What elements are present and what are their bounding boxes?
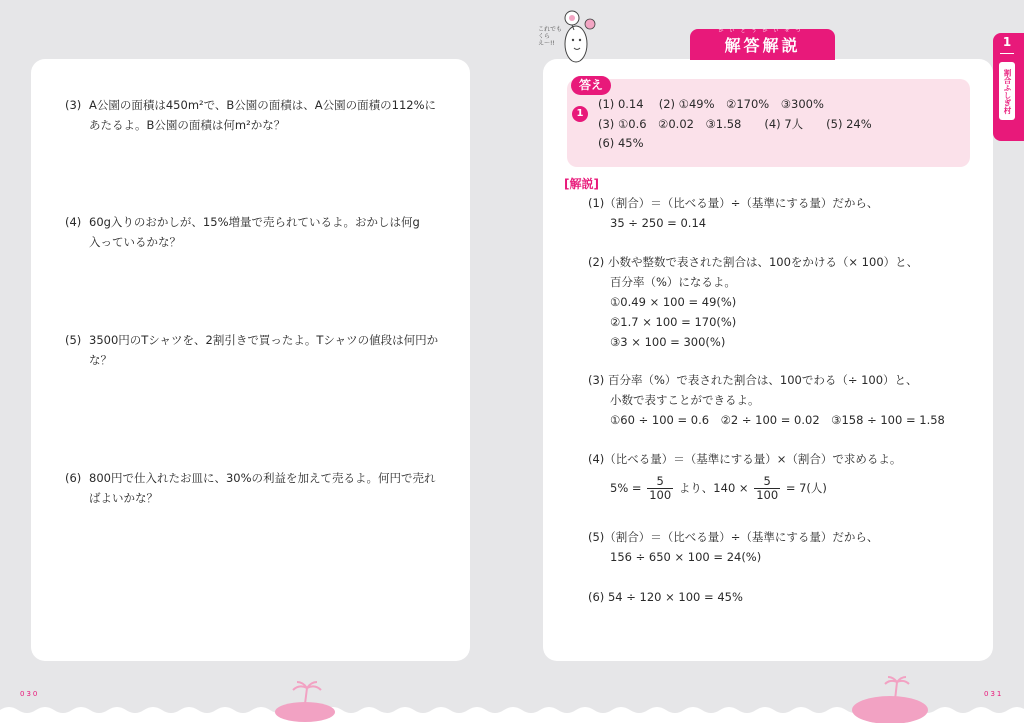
question-text: な？ xyxy=(89,353,112,367)
explanation-formula: 35 ÷ 250 = 0.14 xyxy=(610,216,707,230)
answer-label: 答え xyxy=(571,76,611,95)
explanation-1 xyxy=(588,193,878,233)
question-number: (3) xyxy=(65,98,82,112)
chapter-label: 割合ふしぎ村 xyxy=(999,62,1015,120)
formula-part: より、140 × xyxy=(678,481,749,495)
explanation-formula: (6) 54 ÷ 120 × 100 = 45% xyxy=(588,590,743,604)
fraction-denominator: 100 xyxy=(756,488,779,502)
formula-part: 5% = xyxy=(610,481,642,495)
explanation-formula xyxy=(588,475,901,502)
question-text: 入っているかな？ xyxy=(89,235,181,249)
question-text: ばよいかな？ xyxy=(89,491,158,505)
chapter-number: 1 xyxy=(1002,35,1012,49)
page-title: 解答解説 xyxy=(690,29,835,60)
fraction-numerator: 5 xyxy=(647,475,673,489)
answer-line: (1) 0.14 (2) ①49% ②170% ③300% xyxy=(598,97,824,111)
chapter-divider xyxy=(1000,53,1014,54)
fraction-numerator: 5 xyxy=(754,475,780,489)
question-number: (5) xyxy=(65,333,82,347)
explanation-text: (3) 百分率（%）で表された割合は、100でわる（÷ 100）と、 xyxy=(588,373,918,387)
question-6 xyxy=(65,468,445,508)
answer-line: (3) ①0.6 ②0.02 ③1.58 (4) 7人 (5) 24% xyxy=(598,117,872,131)
fraction xyxy=(647,475,673,502)
explanation-text: (5)（割合）＝（比べる量）÷（基準にする量）だから、 xyxy=(588,530,879,544)
answer-line: (6) 45% xyxy=(598,136,644,150)
explanation-formula: ①60 ÷ 100 = 0.6 ②2 ÷ 100 = 0.02 ③158 ÷ 100 = 1.58 xyxy=(610,413,945,427)
question-text: A公園の面積は450m²で、B公園の面積は、A公園の面積の112%に xyxy=(89,98,437,112)
explanation-formula: ②1.7 × 100 = 170(%) xyxy=(610,315,737,329)
question-5 xyxy=(65,330,445,370)
explanation-formula: ①0.49 × 100 = 49(%) xyxy=(610,295,737,309)
question-number: (6) xyxy=(65,471,82,485)
explanation-text: 百分率（%）になるよ。 xyxy=(610,275,736,289)
explanation-text: (2) 小数や整数で表された割合は、100をかける（× 100）と、 xyxy=(588,255,919,269)
question-text: 3500円のTシャツを、2割引きで買ったよ。Tシャツの値段は何円か xyxy=(89,333,439,347)
explanation-text: (1)（割合）＝（比べる量）÷（基準にする量）だから、 xyxy=(588,196,879,210)
footer-wave-decoration xyxy=(0,676,1024,723)
explanation-6 xyxy=(588,587,743,607)
question-text: あたるよ。B公園の面積は何m²かな？ xyxy=(89,118,286,132)
explanation-3 xyxy=(588,370,945,430)
question-text: 60g入りのおかしが、15%増量で売られているよ。おかしは何g xyxy=(89,215,420,229)
page-number-right: 031 xyxy=(984,690,1004,698)
fraction-denominator: 100 xyxy=(649,488,672,502)
question-text: 800円で仕入れたお皿に、30%の利益を加えて売るよ。何円で売れ xyxy=(89,471,436,485)
explanation-4 xyxy=(588,449,901,502)
page-title-ruby: かいとうかいせつ xyxy=(718,28,807,34)
doodle-caption: これでもくらえ〜!! xyxy=(538,26,563,47)
explanation-label: [解説] xyxy=(564,177,599,191)
explanation-text: 小数で表すことができるよ。 xyxy=(610,393,760,407)
explanation-formula: 156 ÷ 650 × 100 = 24(%) xyxy=(610,550,762,564)
question-4 xyxy=(65,212,445,252)
explanation-2 xyxy=(588,252,918,352)
explanation-formula: ③3 × 100 = 300(%) xyxy=(610,335,726,349)
formula-part: = 7(人) xyxy=(785,481,827,495)
explanation-text: (4)（比べる量）＝（基準にする量）×（割合）で求めるよ。 xyxy=(588,452,902,466)
question-3 xyxy=(65,95,445,135)
page-number-left: 030 xyxy=(20,690,40,698)
fraction xyxy=(754,475,780,502)
question-number: (4) xyxy=(65,215,82,229)
explanation-5 xyxy=(588,527,878,567)
answer-number: 1 xyxy=(572,106,588,122)
